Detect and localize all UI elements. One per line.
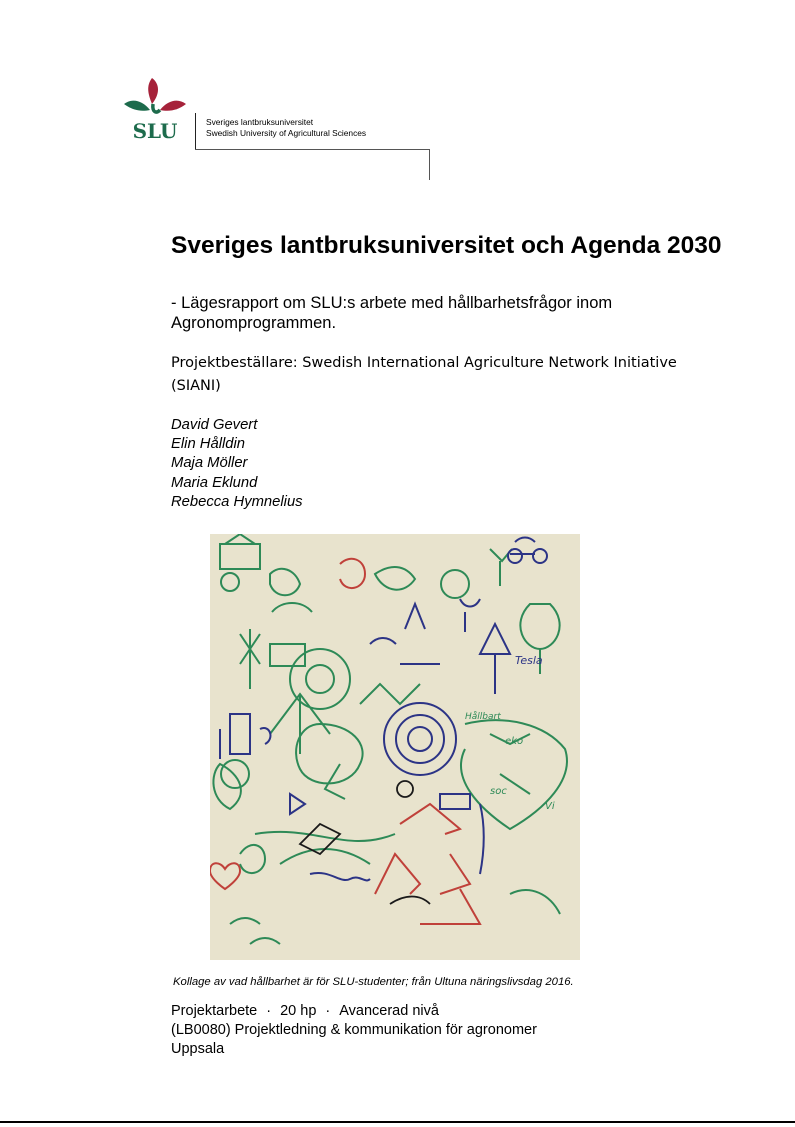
- author-name: Maja Möller: [171, 455, 248, 472]
- logo-rule-vertical: [429, 149, 430, 180]
- logo-divider: [195, 113, 196, 150]
- course-level: Avancerad nivå: [339, 1003, 439, 1019]
- separator-dot: ·: [325, 1003, 331, 1019]
- logo-wordmark: SLU: [132, 119, 178, 143]
- slu-logo-icon: [122, 74, 188, 144]
- footer-rule: [0, 1121, 795, 1123]
- city: Uppsala: [171, 1041, 225, 1057]
- author-name: Elin Hålldin: [171, 436, 246, 453]
- university-name-swedish: Sveriges lantbruksuniversitet: [206, 117, 314, 127]
- university-name-english: Swedish University of Agricultural Sciences: [206, 128, 367, 138]
- document-subtitle: - Lägesrapport om SLU:s arbete med hållbarhetsfrågor inom Agronomprogrammen.: [171, 294, 613, 332]
- collage-word: eko: [505, 736, 524, 747]
- collage-word: Tesla: [515, 654, 543, 667]
- author-list: [171, 416, 303, 512]
- project-client: Projektbeställare: Swedish International Agriculture Network Initiative (SIANI): [171, 355, 677, 394]
- figure-caption: Kollage av vad hållbarhet är för SLU-studenter; från Ultuna näringslivsdag 2016.: [173, 976, 574, 988]
- course-type: Projektarbete: [171, 1003, 258, 1019]
- collage-word: Hållbart: [465, 712, 501, 722]
- author-name: David Gevert: [171, 417, 258, 433]
- logo-rule-horizontal: [195, 149, 430, 150]
- author-name: Rebecca Hymnelius: [171, 493, 303, 510]
- course-info-line: [171, 1002, 439, 1020]
- sustainability-collage-image: [210, 534, 580, 960]
- course-code: (LB0080) Projektledning & kommunikation för agronomer: [171, 1022, 537, 1038]
- separator-dot: ·: [266, 1003, 272, 1019]
- document-title: Sveriges lantbruksuniversitet och Agenda 2030: [171, 232, 722, 259]
- collage-word: Vi: [545, 801, 555, 812]
- course-credits: 20 hp: [280, 1003, 317, 1019]
- author-name: Maria Eklund: [171, 474, 258, 491]
- collage-word: soc: [490, 786, 507, 797]
